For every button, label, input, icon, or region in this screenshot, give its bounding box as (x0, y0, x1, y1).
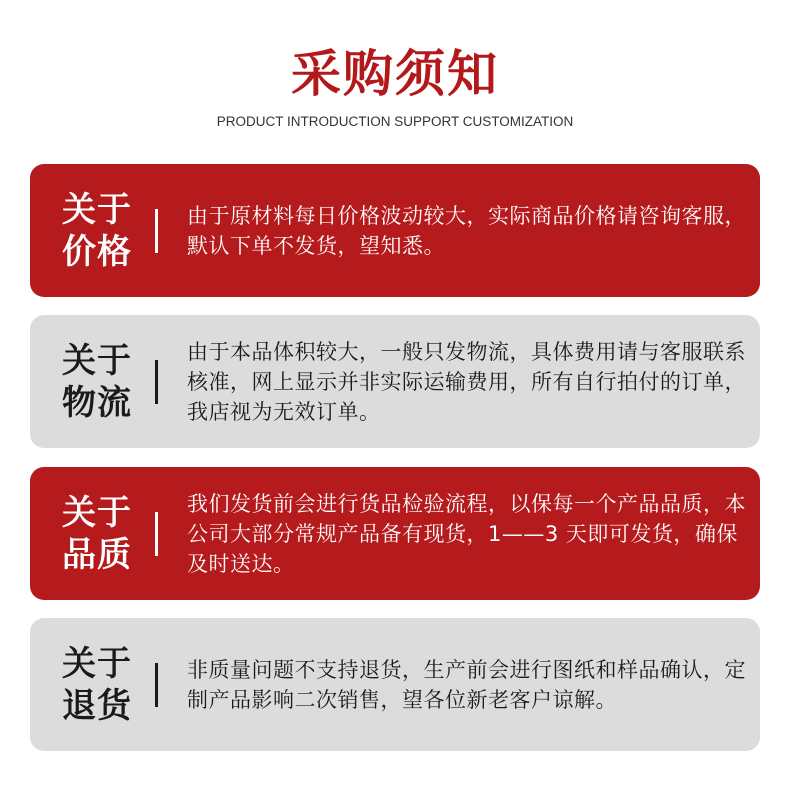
card-divider (155, 663, 158, 707)
card-heading-line2: 价格 (62, 231, 132, 272)
card-text-container (187, 315, 747, 448)
card-heading-line1: 关于 (62, 643, 132, 684)
card-divider (155, 209, 158, 253)
card-text-container (187, 164, 747, 297)
card-heading-line2: 物流 (62, 382, 132, 423)
card-divider (155, 360, 158, 404)
card-heading (52, 315, 142, 448)
card-heading-line1: 关于 (62, 340, 132, 381)
card-heading-line2: 品质 (62, 534, 132, 575)
card-text: 我们发货前会进行货品检验流程，以保每一个产品品质，本公司大部分常规产品备有现货，1——3 天即可发货，确保及时送达。 (187, 491, 746, 576)
page-subtitle: PRODUCT INTRODUCTION SUPPORT CUSTOMIZATION (216, 114, 574, 129)
card-text-container (187, 467, 747, 600)
notice-card-returns (30, 618, 760, 751)
card-text: 非质量问题不支持退货，生产前会进行图纸和样品确认，定制产品影响二次销售，望各位新老客户谅解。 (187, 657, 746, 712)
card-text-container (187, 618, 747, 751)
notice-card-price (30, 164, 760, 297)
card-text: 由于原材料每日价格波动较大，实际商品价格请咨询客服，默认下单不发货，望知悉。 (187, 203, 746, 258)
card-heading-line1: 关于 (62, 492, 132, 533)
card-heading-line1: 关于 (62, 189, 132, 230)
card-heading (52, 618, 142, 751)
notice-card-logistics (30, 315, 760, 448)
card-heading (52, 164, 142, 297)
card-divider (155, 512, 158, 556)
card-text: 由于本品体积较大，一般只发物流，具体费用请与客服联系核准，网上显示并非实际运输费用，所有自行拍付的订单，我店视为无效订单。 (187, 339, 746, 424)
notice-card-quality (30, 467, 760, 600)
card-heading-line2: 退货 (62, 685, 132, 726)
page-title: 采购须知 (291, 45, 499, 103)
card-heading (52, 467, 142, 600)
